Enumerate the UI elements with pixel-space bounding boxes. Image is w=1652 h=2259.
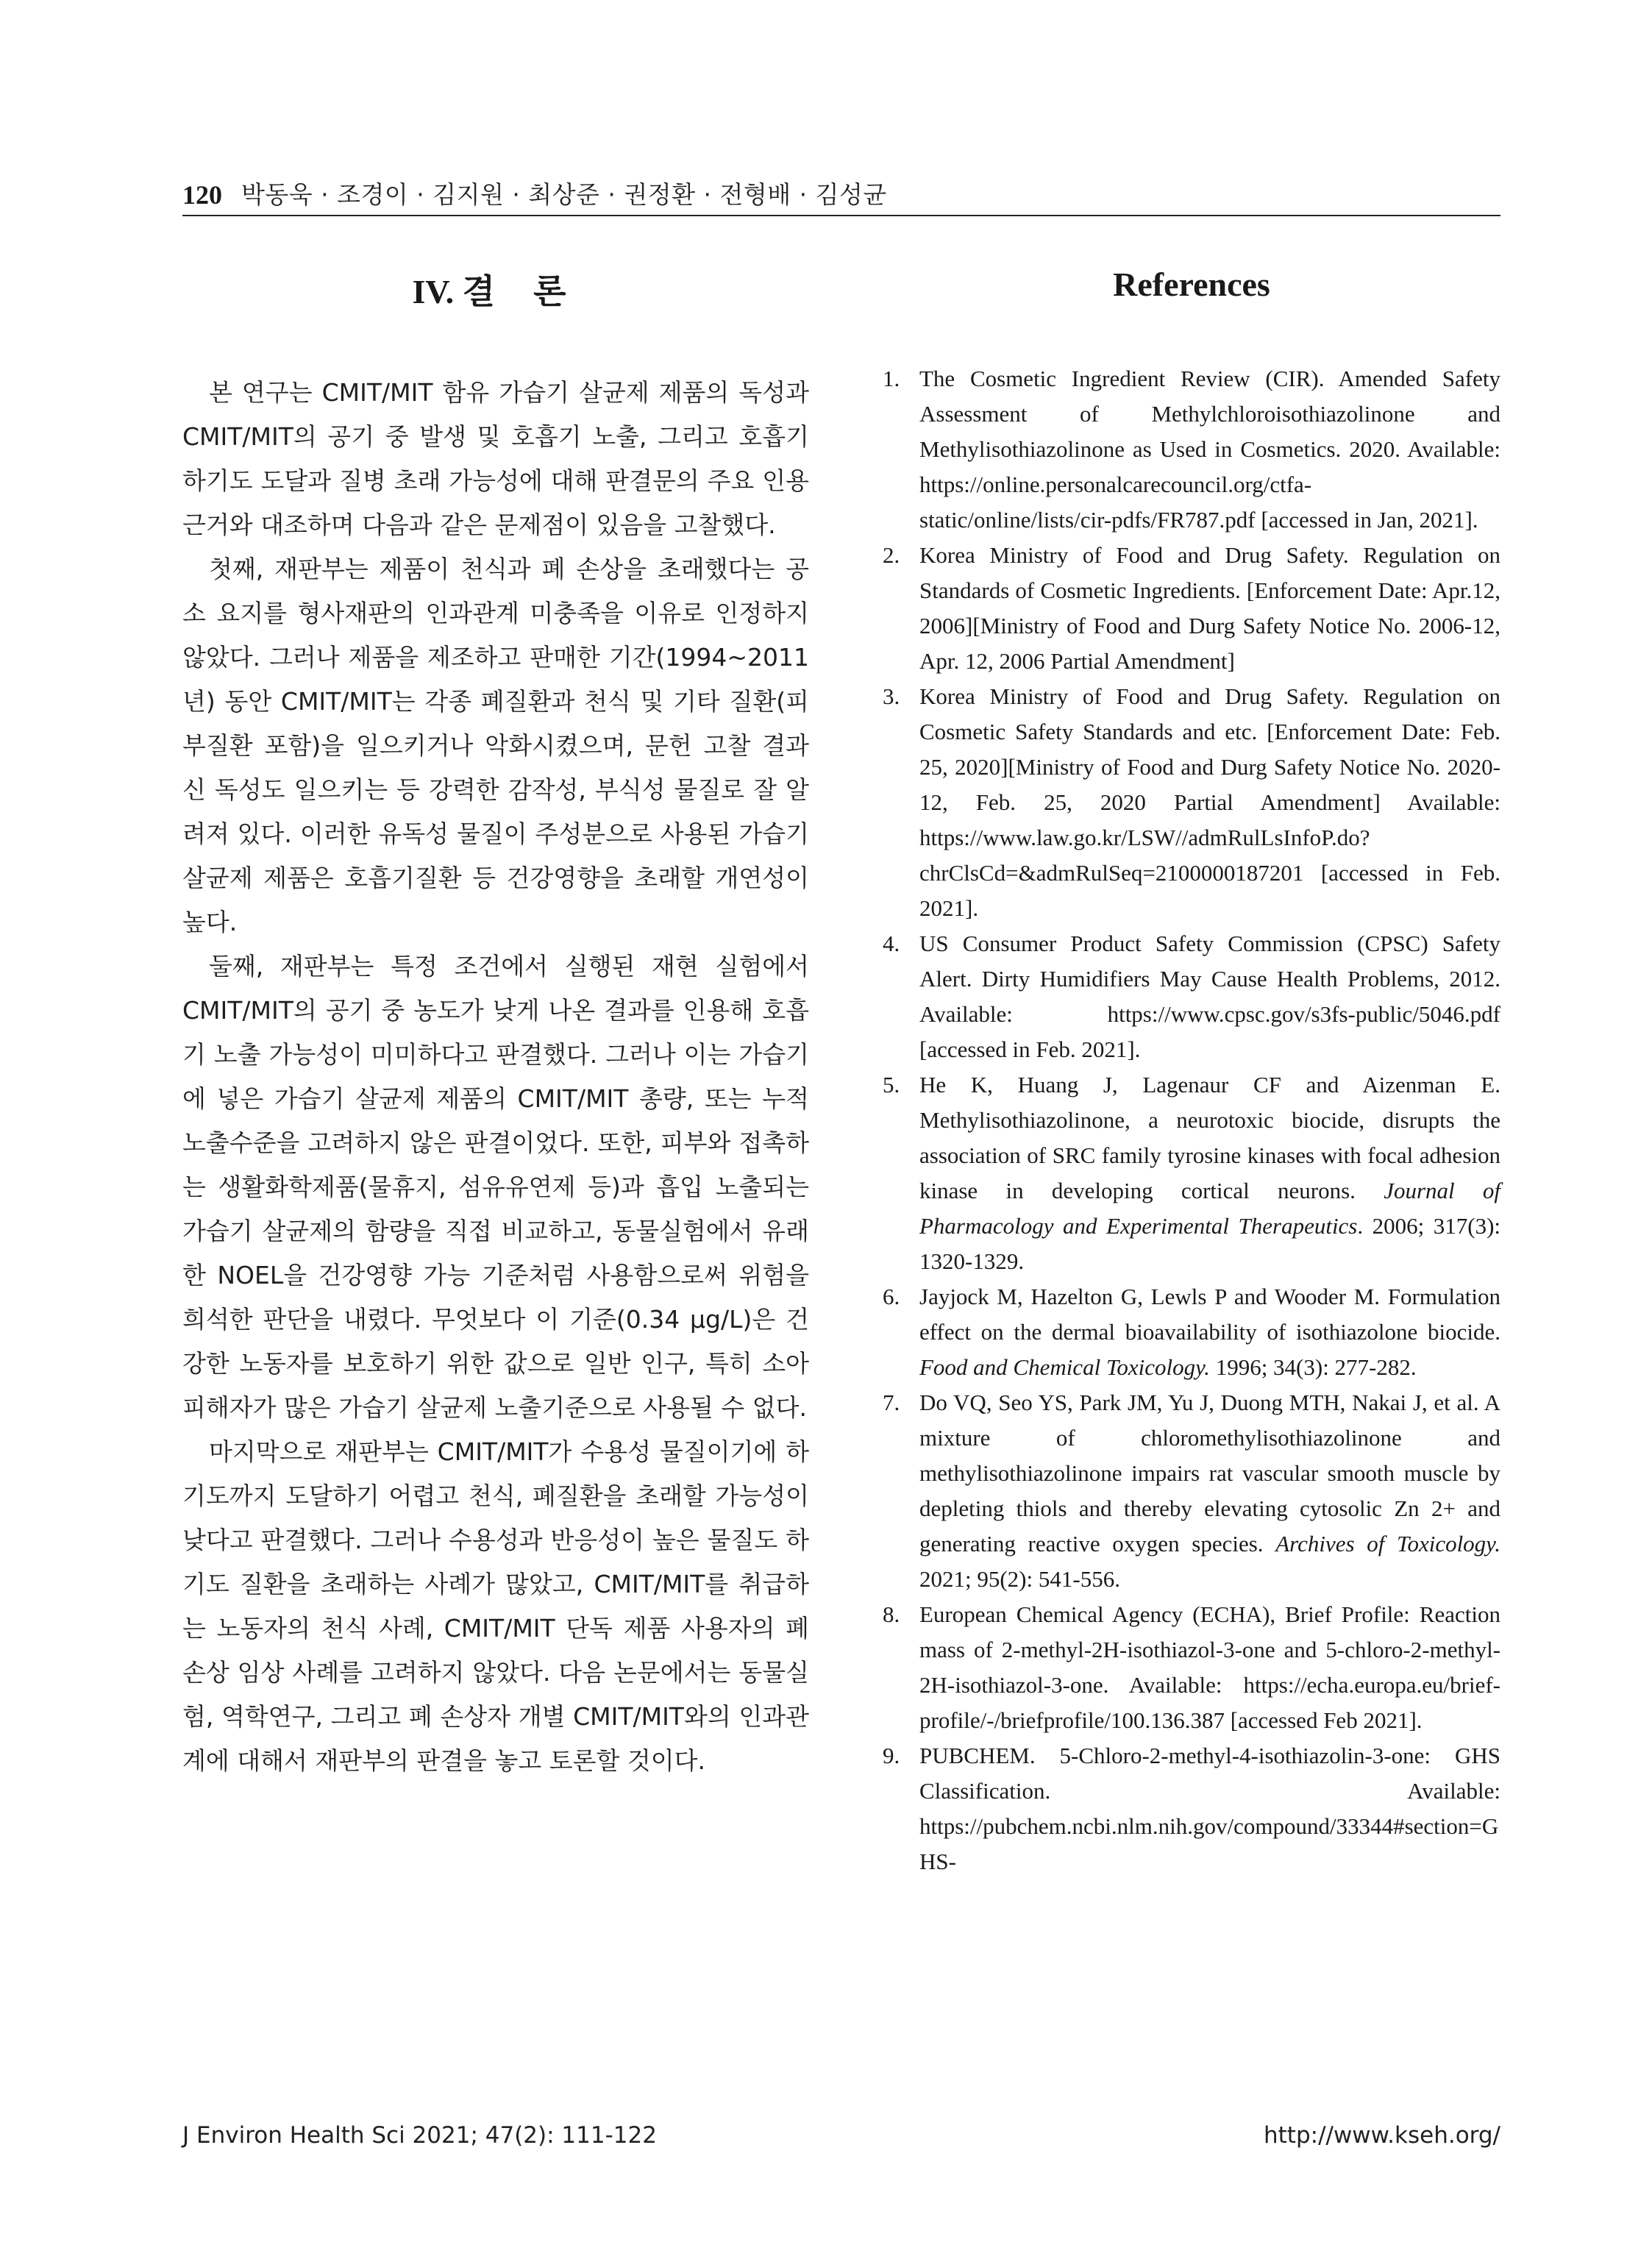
reference-item — [883, 1067, 1500, 1279]
reference-text: US Consumer Product Safety Commission (CPSC) Safety Alert. Dirty Humidifiers May Cause Health Problems, 2012. Available: https://www.cpsc.gov/s3fs-public/5046.pdf [accessed in Feb. 2021]. — [919, 931, 1500, 1062]
reference-number: 3. — [883, 683, 900, 709]
reference-number: 1. — [883, 366, 900, 391]
reference-text: Korea Ministry of Food and Drug Safety. Regulation on Cosmetic Safety Standards and etc. [Enforcement Date: Feb. 25, 2020][Ministry of Food and Durg Safety Notice No. 2020-12, Feb. 25, 2020 Partial Amendment] Available: https://www.law.go.kr/LSW//admRulLsInfoP.do?chrClsCd=&admRulSeq=2100000187201 [accessed in Feb. 2021]. — [919, 683, 1500, 921]
reference-citation: . 2006; 317(3): 1320-1329. — [919, 1213, 1501, 1274]
conclusion-paragraph: 본 연구는 CMIT/MIT 함유 가습기 살균제 제품의 독성과 CMIT/MIT의 공기 중 발생 및 호흡기 노출, 그리고 호흡기 하기도 도달과 질병 초래 가능성에 대해 판결문의 주요 인용 근거와 대조하며 다음과 같은 문제점이 있음을 고찰했다. — [182, 378, 809, 539]
reference-item — [883, 1385, 1500, 1597]
reference-text: Korea Ministry of Food and Drug Safety. Regulation on Standards of Cosmetic Ingredients. [Enforcement Date: Apr.12, 2006][Ministry of Food and Durg Safety Notice No. 2006-12, Apr. 12, 2006 Partial Amendment] — [919, 542, 1500, 674]
reference-text — [919, 1067, 1500, 1279]
reference-number: 9. — [883, 1743, 900, 1768]
reference-number: 6. — [883, 1284, 900, 1309]
reference-journal: Archives of Toxicology. — [1275, 1531, 1500, 1557]
reference-citation: 1996; 34(3): 277-282. — [1209, 1354, 1417, 1380]
reference-item — [883, 361, 1500, 538]
page-number: 120 — [182, 180, 222, 210]
references-heading: References — [1113, 266, 1270, 303]
reference-citation: 2021; 95(2): 541-556. — [919, 1566, 1120, 1592]
reference-number: 5. — [883, 1072, 900, 1098]
conclusion-paragraph: 둘째, 재판부는 특정 조건에서 실행된 재현 실험에서 CMIT/MIT의 공기 중 농도가 낮게 나온 결과를 인용해 호흡기 노출 가능성이 미미하다고 판결했다. 그러나 이는 가습기에 넣은 가습기 살균제 제품의 CMIT/MIT 총량, 또는 누적 노출수준을 고려하지 않은 판결이었다. 또한, 피부와 접촉하는 생활화학제품(물휴지, 섬유유연제 등)과 흡입 노출되는 가습기 살균제의 함량을 직접 비교하고, 동물실험에서 유래한 NOEL을 건강영향 가능 기준처럼 사용함으로써 위험을 희석한 판단을 내렸다. 무엇보다 이 기준(0.34 μg/L)은 건강한 노동자를 보호하기 위한 값으로 일반 인구, 특히 소아 피해자가 많은 가습기 살균제 노출기준으로 사용될 수 없다. — [182, 952, 809, 1422]
reference-item — [883, 679, 1500, 926]
conclusion-heading — [182, 265, 809, 313]
reference-item — [883, 1279, 1500, 1385]
reference-authors-title: Do VQ, Seo YS, Park JM, Yu J, Duong MTH, Nakai J, et al. A mixture of chloromethylisothiazolinone and methylisothiazolinone impairs rat vascular smooth muscle by depleting thiols and thereby elevating cytosolic Zn 2+ and generating reactive oxygen species. — [919, 1390, 1500, 1557]
reference-journal: Journal of Pharmacology and Experimental Therapeutics — [919, 1178, 1500, 1239]
reference-number: 4. — [883, 931, 900, 956]
reference-text — [919, 1385, 1500, 1597]
reference-item — [883, 538, 1500, 679]
page-footer — [182, 2122, 1500, 2149]
conclusion-section — [182, 265, 809, 1783]
reference-text: PUBCHEM. 5-Chloro-2-methyl-4-isothiazolin-3-one: GHS Classification. Available: https://pubchem.ncbi.nlm.nih.gov/compound/33344#section=GHS- — [919, 1743, 1500, 1874]
reference-item — [883, 926, 1500, 1067]
reference-number: 2. — [883, 542, 900, 568]
reference-number: 7. — [883, 1390, 900, 1415]
reference-item — [883, 1597, 1500, 1738]
conclusion-paragraph: 첫째, 재판부는 제품이 천식과 폐 손상을 초래했다는 공소 요지를 형사재판의 인과관계 미충족을 이유로 인정하지 않았다. 그러나 제품을 제조하고 판매한 기간(1994~2011년) 동안 CMIT/MIT는 각종 폐질환과 천식 및 기타 질환(피부질환 포함)을 일으키거나 악화시켰으며, 문헌 고찰 결과 신 독성도 일으키는 등 강력한 감작성, 부식성 물질로 잘 알려져 있다. 이러한 유독성 물질이 주성분으로 사용된 가습기 살균제 제품은 호흡기질환 등 건강영향을 초래할 개연성이 높다. — [182, 555, 809, 936]
reference-list — [883, 361, 1500, 1879]
author-list: 박동욱 · 조경이 · 김지원 · 최상준 · 권정환 · 전형배 · 김성균 — [241, 180, 887, 209]
heading-roman: IV. — [412, 273, 455, 310]
references-section — [883, 265, 1500, 1879]
reference-authors-title: Jayjock M, Hazelton G, Lewls P and Wooder M. Formulation effect on the dermal bioavailability of isothiazolone biocide. — [919, 1284, 1500, 1345]
reference-text: European Chemical Agency (ECHA), Brief Profile: Reaction mass of 2-methyl-2H-isothiazol-3-one and 5-chloro-2-methyl-2H-isothiazol-3-one. Available: https://echa.europa.eu/brief-profile/-/briefprofile/100.136.387 [accessed Feb 2021]. — [919, 1601, 1500, 1733]
reference-number: 8. — [883, 1601, 900, 1627]
journal-url: http://www.kseh.org/ — [1263, 2122, 1500, 2149]
reference-text: The Cosmetic Ingredient Review (CIR). Amended Safety Assessment of Methylchloroisothiazolinone and Methylisothiazolinone as Used in Cosmetics. 2020. Available: https://online.personalcarecouncil.org/ctfa-static/online/lists/cir-pdfs/FR787.pdf [accessed in Jan, 2021]. — [919, 366, 1500, 533]
conclusion-paragraph: 마지막으로 재판부는 CMIT/MIT가 수용성 물질이기에 하기도까지 도달하기 어렵고 천식, 폐질환을 초래할 가능성이 낮다고 판결했다. 그러나 수용성과 반응성이 높은 물질도 하기도 질환을 초래하는 사례가 많았고, CMIT/MIT를 취급하는 노동자의 천식 사례, CMIT/MIT 단독 제품 사용자의 폐 손상 임상 사례를 고려하지 않았다. 다음 논문에서는 동물실험, 역학연구, 그리고 폐 손상자 개별 CMIT/MIT와의 인과관계에 대해서 재판부의 판결을 놓고 토론할 것이다. — [182, 1437, 809, 1775]
reference-item — [883, 1738, 1500, 1879]
reference-text — [919, 1279, 1500, 1385]
reference-authors-title: He K, Huang J, Lagenaur CF and Aizenman E. Methylisothiazolinone, a neurotoxic biocide, disrupts the association of SRC family tyrosine kinases with focal adhesion kinase in developing cortical neurons. — [919, 1072, 1500, 1203]
heading-korean: 결 론 — [462, 271, 580, 311]
running-header — [182, 174, 1500, 216]
reference-journal: Food and Chemical Toxicology. — [919, 1354, 1210, 1380]
journal-citation: J Environ Health Sci 2021; 47(2): 111-122 — [182, 2122, 657, 2149]
